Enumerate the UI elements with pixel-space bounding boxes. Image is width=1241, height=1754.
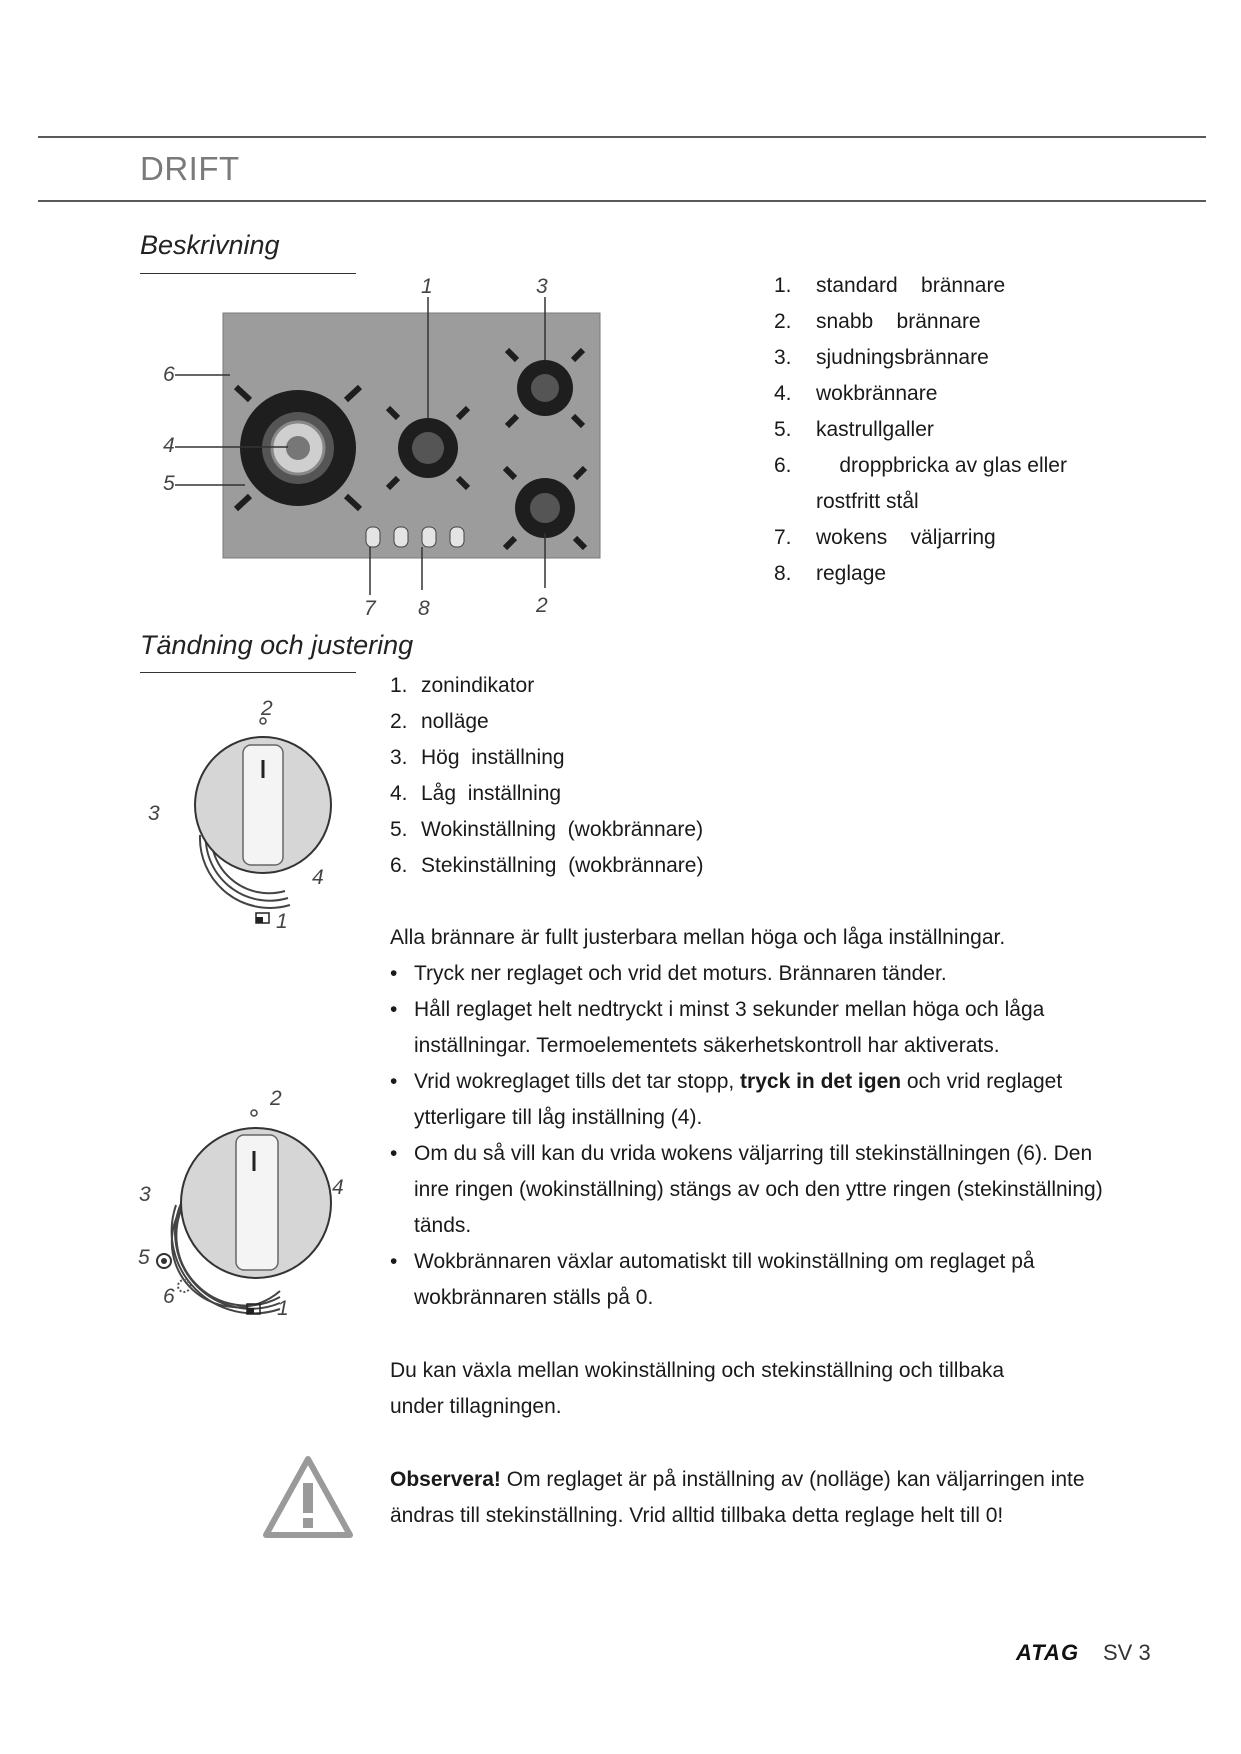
intro-paragraph: Alla brännare är fullt justerbara mellan höga och låga inställningar. (390, 926, 1006, 949)
hob-diagram (140, 275, 610, 625)
knob2-label-1: 1 (277, 1297, 289, 1320)
hob-label-3: 3 (536, 275, 548, 298)
list-item: 3. Hög inställning (390, 746, 565, 769)
list-item: 1. standard brännare (774, 274, 1006, 297)
hob-label-8: 8 (418, 597, 430, 620)
list-item: 5. Wokinställning (wokbrännare) (390, 818, 704, 841)
description-list (774, 268, 1104, 592)
list-item: 6. Stekinställning (wokbrännare) (390, 854, 704, 877)
knob1-label-2: 2 (261, 697, 273, 720)
bullet-item: • Om du så vill kan du vrida wokens väljarring till stekinställningen (6). Den inre ringen (wokinställning) stängs av och den yttre ringen (stekinställning) tänds. (390, 1142, 1103, 1237)
description-heading-underline (140, 273, 356, 274)
bullet-item: • Wokbrännaren växlar automatiskt till wokinställning om reglaget på wokbrännaren ställs på 0. (390, 1250, 1035, 1309)
hob-label-7: 7 (364, 597, 376, 620)
section-rule (38, 200, 1206, 202)
brand-logo: ATAG (1016, 1640, 1080, 1665)
bullet-item: • Vrid wokreglaget tills det tar stopp, tryck in det igen och vrid reglaget ytterligare till låg inställning (4). (390, 1070, 1063, 1129)
list-item: 8. reglage (774, 562, 887, 585)
top-rule (38, 136, 1206, 138)
list-item: 5. kastrullgaller (774, 418, 934, 441)
list-item: 1. zonindikator (390, 674, 535, 697)
list-item: 4. wokbrännare (774, 382, 938, 405)
knob2-label-6: 6 (163, 1285, 175, 1308)
knob2-label-4: 4 (332, 1176, 344, 1199)
hob-label-1: 1 (421, 275, 433, 298)
section-title: DRIFT (140, 150, 240, 187)
ignition-heading: Tändning och justering (140, 630, 414, 660)
hob-label-2: 2 (536, 594, 548, 617)
hob-label-6: 6 (163, 363, 175, 386)
description-heading: Beskrivning (140, 230, 280, 260)
knob1-label-3: 3 (148, 802, 160, 825)
list-item: 6. droppbricka av glas eller rostfritt stål (774, 454, 1073, 513)
knob1-label-1: 1 (276, 910, 288, 933)
knob2-label-3: 3 (139, 1183, 151, 1206)
ignition-list (390, 668, 790, 884)
instructions (390, 920, 1110, 1316)
knob2-label-5: 5 (138, 1246, 150, 1269)
knob2-label-2: 2 (270, 1087, 282, 1110)
ignition-heading-underline (140, 672, 356, 673)
bullet-item: • Tryck ner reglaget och vrid det moturs. Brännaren tänder. (390, 962, 947, 985)
bullet-item: • Håll reglaget helt nedtryckt i minst 3 sekunder mellan höga och låga inställningar. Termoelementets säkerhetskontroll har aktiverats. (390, 998, 1045, 1057)
list-item: 3. sjudningsbrännare (774, 346, 989, 369)
warning-text: Observera! Om reglaget är på inställning av (nolläge) kan väljarringen inte ändras till stekinställning. Vrid alltid tillbaka detta reglage helt till 0! (390, 1468, 1085, 1527)
list-item: 2. nolläge (390, 710, 489, 733)
page-number: SV 3 (1103, 1640, 1151, 1665)
list-item: 4. Låg inställning (390, 782, 562, 805)
hob-label-4: 4 (163, 434, 175, 457)
knob-diagram-1 (150, 700, 360, 940)
list-item: 7. wokens väljarring (774, 526, 996, 549)
knob1-label-4: 4 (312, 866, 324, 889)
list-item: 2. snabb brännare (774, 310, 981, 333)
switch-note: Du kan växla mellan wokinställning och stekinställning och tillbaka under tillagningen. (390, 1359, 1004, 1418)
hob-label-5: 5 (163, 472, 175, 495)
warning-icon (262, 1455, 354, 1539)
